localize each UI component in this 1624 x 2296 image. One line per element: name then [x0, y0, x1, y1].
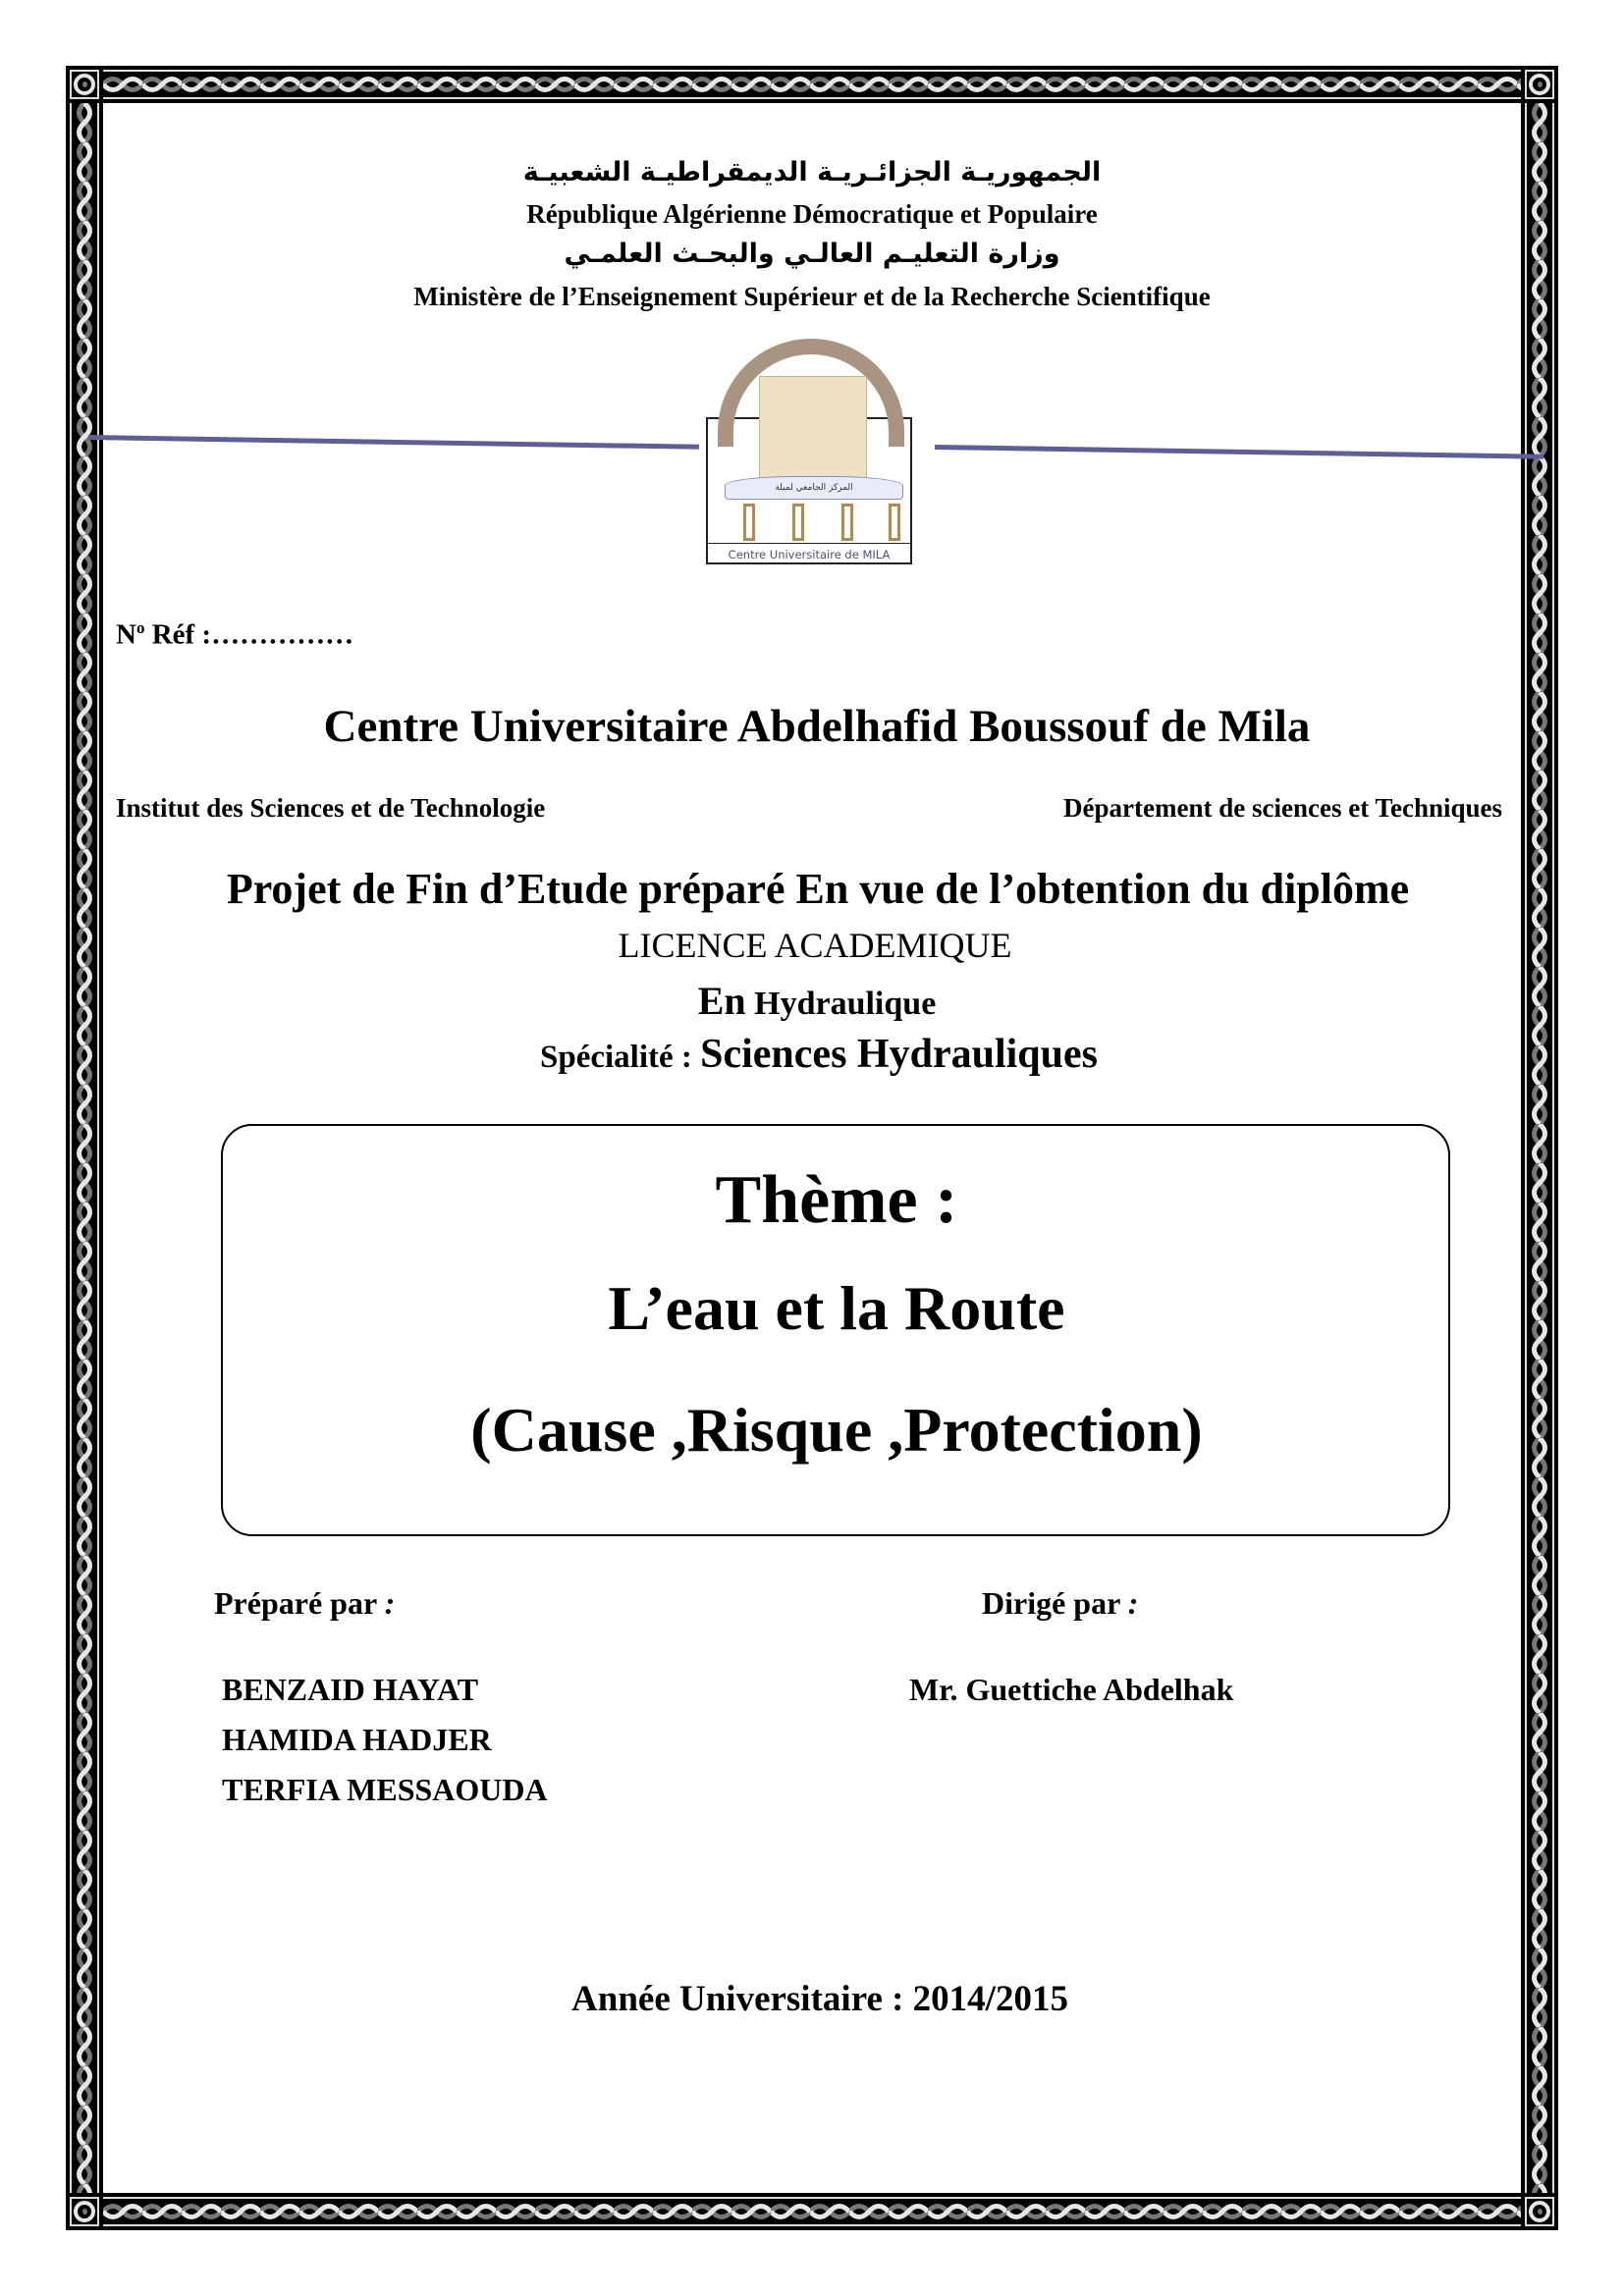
- theme-subtitle: (Cause ,Risque ,Protection): [470, 1395, 1203, 1465]
- student-list: [222, 1665, 548, 1815]
- rope-pattern-icon: [103, 2199, 1521, 2224]
- decorative-rule-right: [935, 445, 1543, 459]
- field-name: Hydraulique: [745, 986, 937, 1022]
- institution-name: Centre Universitaire Abdelhafid Boussouf de Mila: [323, 701, 1311, 752]
- column-icon: [889, 504, 900, 541]
- directed-by-text: Dirigé par: [982, 1585, 1128, 1621]
- project-line: Projet de Fin d’Etude préparé En vue de l’obtention du diplôme: [226, 865, 1410, 913]
- logo-arabic-name: المركز الجامعي لميلة: [725, 476, 903, 500]
- reference-label: N: [116, 618, 136, 651]
- column-icon: [841, 504, 853, 541]
- building-icon: [759, 376, 867, 486]
- student-name: BENZAID HAYAT: [222, 1672, 479, 1707]
- directed-by-colon: :: [1127, 1585, 1139, 1621]
- theme-title: L’eau et la Route: [608, 1273, 1065, 1343]
- header-ministry: Ministère de l’Enseignement Supérieur et de la Recherche Scientifique: [413, 282, 1211, 311]
- header-arabic-republic: الجمهوريـة الجزائـريـة الديمقراطيـة الشعبيـة: [522, 157, 1102, 187]
- supervisor-name: Mr. Guettiche Abdelhak: [909, 1672, 1234, 1707]
- reference-value: ……………: [211, 618, 354, 651]
- student-name: TERFIA MESSAOUDA: [222, 1772, 548, 1807]
- header-arabic-ministry: وزارة التعليـم العالـي والبحـث العلمـي: [564, 239, 1060, 269]
- prepared-by-colon: :: [384, 1585, 396, 1621]
- decorative-rule-left: [88, 435, 699, 450]
- corner-medallion-icon: [1521, 2193, 1558, 2230]
- border-right: [1521, 66, 1558, 2230]
- field-line: [0, 978, 1624, 1024]
- border-left: [66, 66, 103, 2230]
- column-icon: [792, 504, 804, 541]
- institute-name: Institut des Sciences et de Technologie: [116, 793, 546, 823]
- specialty-label: Spécialité :: [539, 1040, 701, 1075]
- department-name: Département de sciences et Techniques: [1063, 793, 1502, 823]
- degree-title: LICENCE ACADEMIQUE: [618, 926, 1012, 965]
- header-republic: République Algérienne Démocratique et Populaire: [526, 199, 1098, 229]
- academic-year: Année Universitaire : 2014/2015: [571, 1979, 1068, 2019]
- corner-medallion-icon: [66, 66, 103, 103]
- student-name: HAMIDA HADJER: [222, 1722, 492, 1757]
- reference-label-sup: o: [135, 618, 145, 637]
- directed-by-label: [982, 1585, 1138, 1622]
- rope-pattern-icon: [72, 103, 97, 2193]
- field-prefix: En: [697, 979, 746, 1023]
- rope-pattern-icon: [103, 72, 1521, 97]
- university-logo: [700, 339, 926, 566]
- border-bottom: [66, 2193, 1558, 2230]
- column-icon: [743, 504, 755, 541]
- corner-medallion-icon: [66, 2193, 103, 2230]
- rope-pattern-icon: [1527, 103, 1552, 2193]
- corner-medallion-icon: [1521, 66, 1558, 103]
- reference-label-suffix: Réf :: [144, 618, 212, 651]
- specialty-name: Sciences Hydrauliques: [700, 1032, 1098, 1077]
- prepared-by-text: Préparé par: [214, 1585, 385, 1621]
- reference-number: [116, 618, 353, 652]
- theme-label: Thème :: [715, 1162, 958, 1238]
- border-top: [66, 66, 1558, 103]
- specialty-line: [0, 1031, 1624, 1078]
- logo-caption: Centre Universitaire de MILA: [706, 543, 912, 565]
- prepared-by-label: [214, 1585, 395, 1622]
